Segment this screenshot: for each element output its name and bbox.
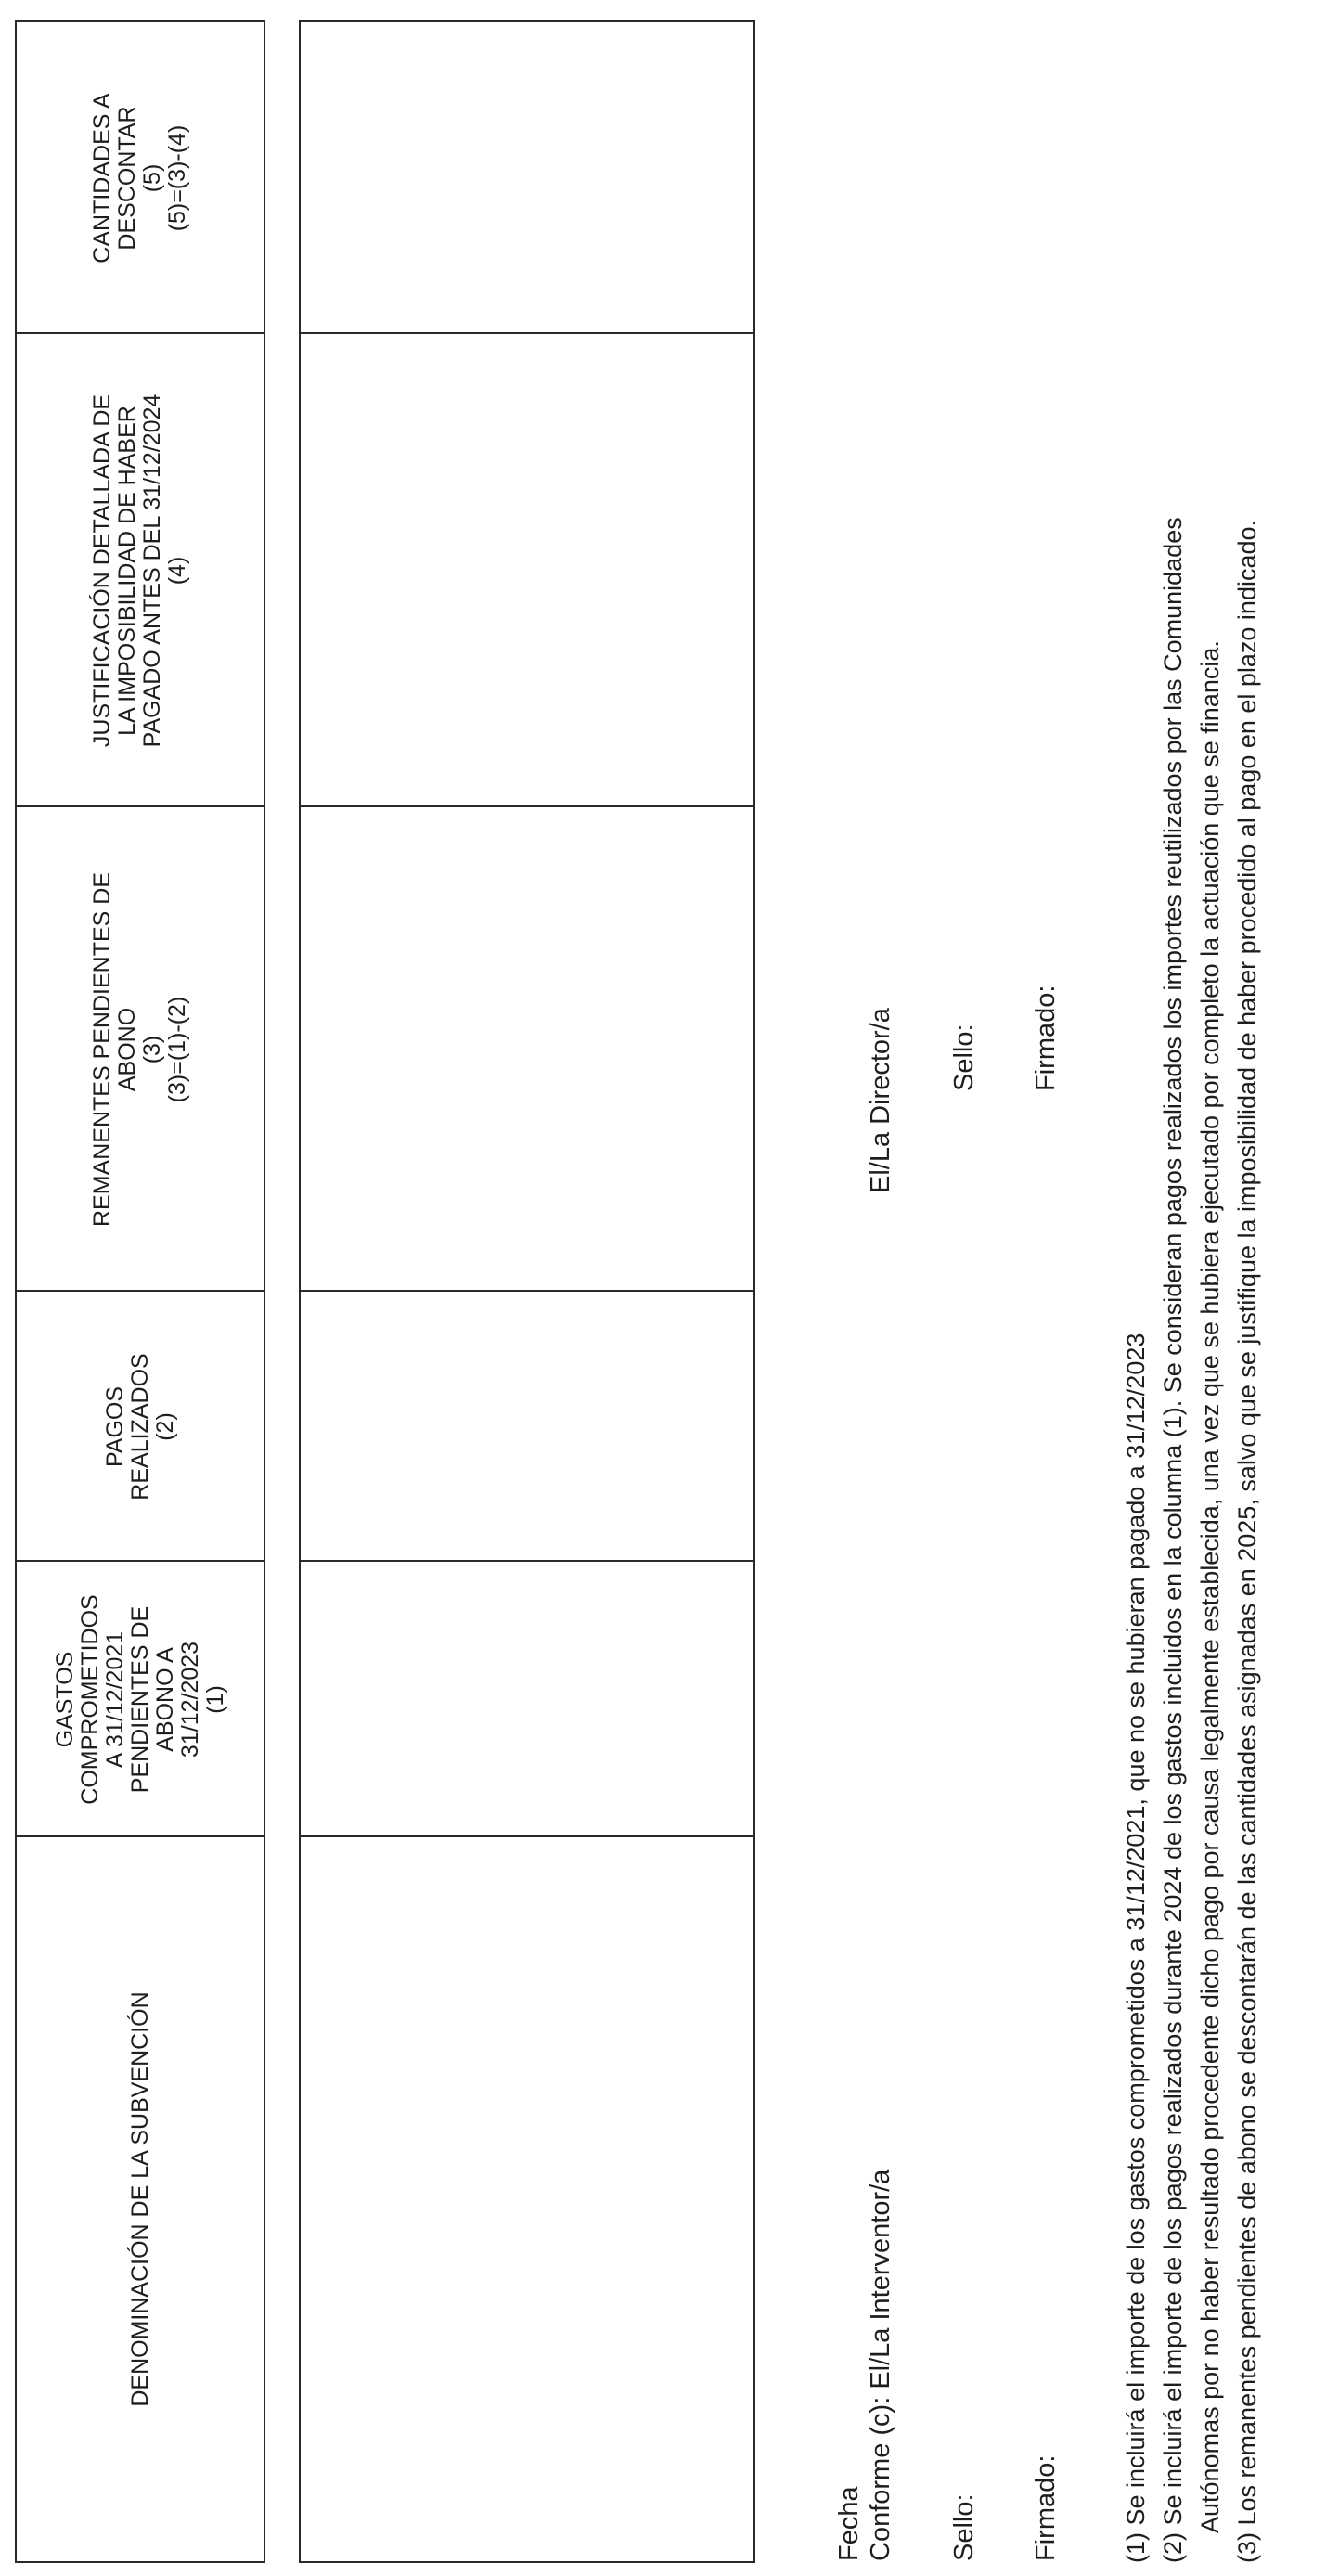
firmado-left-label: Firmado:: [1031, 2454, 1061, 2561]
header-line: ABONO A: [151, 1647, 178, 1752]
conforme-interventor-label: Conforme (c): El/La Interventor/a: [866, 2169, 895, 2561]
header-line: PAGOS: [101, 1385, 128, 1468]
header-line: A 31/12/2021: [101, 1630, 128, 1769]
header-table: [15, 20, 265, 2563]
header-line: REALIZADOS: [126, 1353, 153, 1501]
header-line: (3)=(1)-(2): [164, 996, 190, 1103]
data-table: [299, 20, 755, 2563]
column-divider: [301, 1835, 753, 1837]
header-line: GASTOS: [51, 1651, 78, 1748]
sello-right-label: Sello:: [949, 1024, 979, 1091]
footnote-1: (1) Se incluirá el importe de los gastos comprometidos a 31/12/2021, que no se hubieran pagado a 31/12/2023: [1122, 1333, 1150, 2563]
header-line: (5): [139, 163, 165, 193]
header-line: CANTIDADES A: [89, 93, 115, 264]
footnote-2: (2) Se incluirá el importe de los pagos realizados durante 2024 de los gastos incluidos en la columna (1). Se consideran pagos realizados los importes reutilizados por las Comunidades: [1159, 517, 1187, 2563]
footnote-2-continuation: Autónomas por no haber resultado procedente dicho pago por causa legalmente establecida, una vez que se hubiera ejecutado por completo la actuación que se financia.: [1196, 640, 1224, 2533]
header-line: LA IMPOSIBILIDAD DE HABER: [114, 406, 140, 736]
header-line: (2): [151, 1412, 178, 1441]
director-label: El/La Director/a: [866, 1008, 895, 1193]
header-cantidades-descontar: [17, 22, 264, 334]
header-line: DESCONTAR: [114, 106, 140, 251]
footnote-3: (3) Los remanentes pendientes de abono se descontarán de las cantidades asignadas en 2025, salvo que se justifique la imposibilidad de haber procedido al pago en el plazo indicado.: [1233, 519, 1261, 2563]
header-line: COMPROMETIDOS: [76, 1594, 103, 1805]
header-line: (4): [164, 556, 190, 586]
header-line: 31/12/2023: [176, 1641, 203, 1758]
column-divider: [301, 1290, 753, 1292]
header-line: (5)=(3)-(4): [164, 124, 190, 232]
header-line: JUSTIFICACIÓN DETALLADA DE: [89, 393, 115, 748]
header-gastos-comprometidos: [17, 1562, 264, 1837]
header-pagos-realizados: [17, 1292, 264, 1562]
header-justificacion: [17, 334, 264, 807]
header-line: PAGADO ANTES DEL 31/12/2024: [139, 393, 165, 748]
header-line: PENDIENTES DE: [126, 1605, 153, 1794]
header-line: DENOMINACIÓN DE LA SUBVENCIÓN: [126, 1991, 153, 2407]
column-divider: [301, 332, 753, 334]
header-line: REMANENTES PENDIENTES DE: [89, 872, 115, 1228]
firmado-right-label: Firmado:: [1031, 985, 1061, 1091]
column-divider: [301, 1560, 753, 1562]
column-divider: [301, 805, 753, 807]
header-line: (3): [139, 1035, 165, 1064]
header-remanentes: [17, 807, 264, 1292]
header-line: (1): [201, 1685, 228, 1714]
header-denominacion: [17, 1837, 264, 2561]
fecha-label: Fecha: [834, 2486, 864, 2561]
header-line: ABONO: [114, 1007, 140, 1092]
sello-left-label: Sello:: [949, 2493, 979, 2561]
